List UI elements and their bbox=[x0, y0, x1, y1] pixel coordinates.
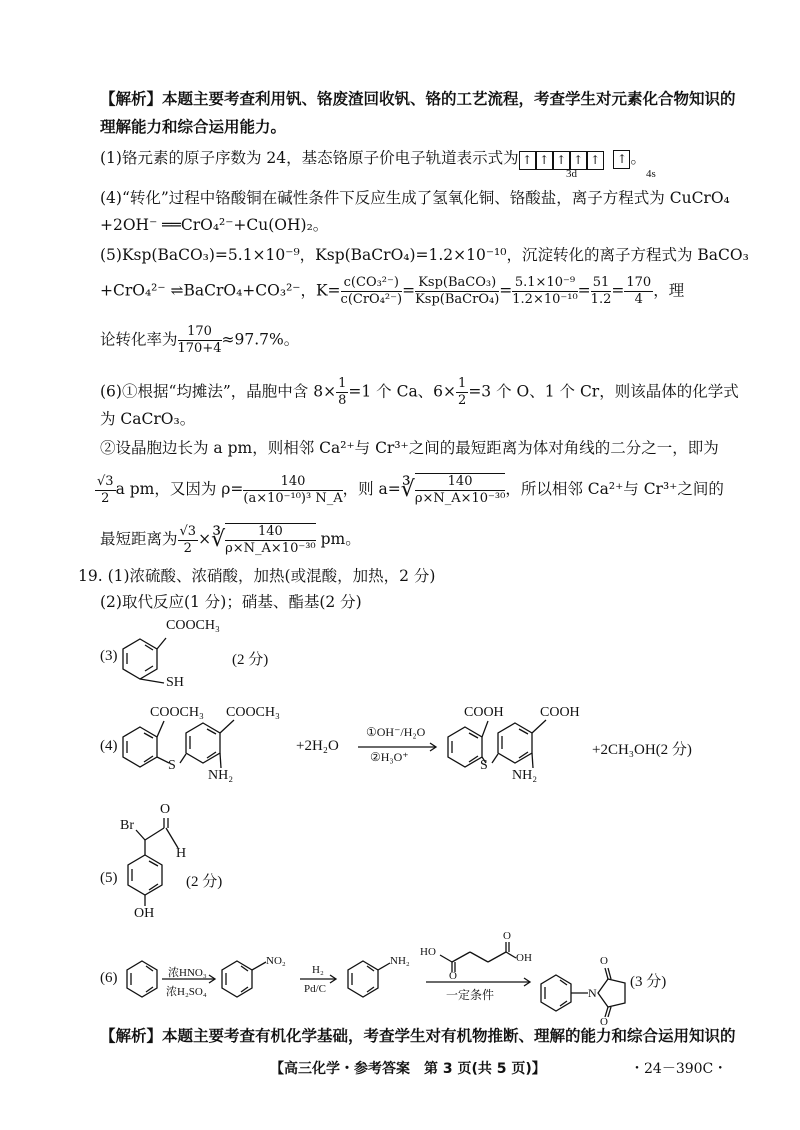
fraction-one-half: $\frac{1}{2}$ bbox=[458, 376, 467, 408]
analysis-2-line: 【解析】本题主要考查有机化学基础，考查学生对有机物推断、理解的能力和综合运用知识的 bbox=[100, 1027, 736, 1045]
label-4s: 4s bbox=[646, 168, 656, 180]
q6-line-1: (6)①根据“均摊法”，晶胞中含 8× $\frac{1}{8}$ =1 个 Ca、6× $\frac{1}{2}$ =3 个 O、1 个 Cr，则该晶体的化学式 bbox=[100, 376, 739, 408]
q5-line-2: +CrO₄²⁻ ⇌BaCrO₄+CO₃²⁻，K= $\frac{\text{c(CO₃²⁻)}}{\text{c(CrO₄²⁻)}}$ = $\frac{\text{Ksp(BaCO₃)}}{\text{Ksp(BaCrO₄)}}$ = $\frac{\text{5.1×10⁻⁹}}{\text{1.2×10⁻¹⁰}}$ = $\frac{51}{1.2}$ = $\frac{170}{4}$ ，理 bbox=[100, 275, 685, 307]
p4-nh2-product: NH₂ bbox=[512, 768, 538, 783]
orbital-4s: ↑ bbox=[613, 150, 630, 169]
p6-no2: NO₂ bbox=[266, 955, 286, 967]
p4-plus-h2o: +2H₂O bbox=[296, 738, 339, 754]
orbital-3d: ↑ ↑ ↑ ↑ ↑ bbox=[519, 148, 604, 170]
cube-root-sign: ∛ bbox=[400, 477, 415, 502]
p5-h: H bbox=[176, 846, 187, 861]
p3-sh: SH bbox=[166, 675, 184, 690]
p4-cond-top: ①OH⁻/H₂O bbox=[366, 725, 426, 739]
footer-code: ・24－390C・ bbox=[630, 1061, 728, 1077]
p4-s: S bbox=[168, 758, 176, 773]
q1-line: (1)铬元素的原子序数为 24，基态铬原子价电子轨道表示式为 ↑ ↑ ↑ ↑ ↑ ↑ 。 bbox=[100, 147, 646, 170]
q19-part-1: 19. (1)浓硫酸、浓硝酸，加热(或混酸，加热，2 分) bbox=[78, 567, 436, 585]
analysis-2-tag: 【解析】 bbox=[100, 1027, 163, 1045]
fraction-k-result: $\frac{170}{4}$ bbox=[626, 275, 652, 307]
fraction-cube-root-arg-b: $\frac{140}{\text{ρ×N\_A×10⁻³⁰}}$ bbox=[225, 524, 316, 556]
fraction-density: $\frac{140}{\text{(a×10⁻¹⁰)³ N\_A}}$ bbox=[243, 473, 343, 506]
q4-line-2: +2OH⁻ ══CrO₄²⁻+Cu(OH)₂。 bbox=[100, 216, 329, 234]
p6-r1-top: 浓HNO₃ bbox=[168, 967, 207, 979]
q4-line-1: (4)“转化”过程中铬酸铜在碱性条件下反应生成了氢氧化铜、铬酸盐，离子方程式为 CuCrO₄ bbox=[100, 189, 730, 207]
analysis-tag: 【解析】 bbox=[100, 90, 163, 108]
q5-line-1: (5)Ksp(BaCO₃)=5.1×10⁻⁹，Ksp(BaCrO₄)=1.2×10⁻¹⁰，沉淀转化的离子方程式为 BaCO₃ bbox=[100, 246, 749, 264]
fraction-k-conc: $\frac{\text{c(CO₃²⁻)}}{\text{c(CrO₄²⁻)}}$ bbox=[340, 275, 403, 307]
p3-benzene-ring bbox=[123, 639, 157, 679]
fraction-k-values: $\frac{\text{5.1×10⁻⁹}}{\text{1.2×10⁻¹⁰}}$ bbox=[512, 275, 578, 307]
q19-p3-label: (3) bbox=[100, 648, 118, 664]
p6-aniline bbox=[348, 961, 378, 997]
p4-cooh-right: COOH bbox=[540, 705, 580, 720]
p6-r2-bot: Pd/C bbox=[304, 983, 327, 995]
label-3d: 3d bbox=[566, 168, 577, 180]
footer-page-info: 【高三化学・参考答案 第 3 页(共 5 页)】 bbox=[270, 1061, 546, 1077]
p4-coome-left: COOCH₃ bbox=[150, 705, 204, 720]
fraction-cube-root-arg: $\frac{140}{\text{ρ×N\_A×10⁻³⁰}}$ bbox=[414, 474, 506, 506]
p6-r2-top: H₂ bbox=[312, 964, 324, 976]
p6-benzene bbox=[127, 961, 157, 997]
p6-r1-bot: 浓H₂SO₄ bbox=[166, 986, 207, 998]
p6-nitrobenzene bbox=[222, 961, 252, 997]
q19-part-2: (2)取代反应(1 分)；硝基、酯基(2 分) bbox=[100, 593, 362, 611]
q19-p6-label: (6) bbox=[100, 970, 118, 986]
p4-s-product: S bbox=[480, 758, 488, 773]
p6-n: N bbox=[588, 986, 597, 1000]
p6-succinimide-ring bbox=[598, 979, 625, 1007]
p4-cond-bot: ②H₃O⁺ bbox=[370, 750, 409, 764]
fraction-k-simplified: $\frac{51}{1.2}$ bbox=[590, 275, 612, 307]
analysis-heading-line: 【解析】本题主要考查利用钒、铬废渣回收钒、铬的工艺流程，考查学生对元素化合物知识的 bbox=[100, 90, 736, 108]
p4-product-ring-right bbox=[498, 723, 532, 763]
fraction-sqrt3-over-2-b: $\frac{√3}{2}$ bbox=[179, 523, 197, 556]
p3-coome: COOCH₃ bbox=[166, 618, 220, 633]
p6-nh2: NH₂ bbox=[390, 955, 410, 967]
p5-oh: OH bbox=[134, 906, 155, 921]
p4-reactant-ring-right bbox=[186, 723, 220, 763]
fraction-k-ksp: $\frac{\text{Ksp(BaCO₃)}}{\text{Ksp(BaCrO₄)}}$ bbox=[415, 275, 500, 307]
q6-line-3: ②设晶胞边长为 a pm，则相邻 Ca²⁺与 Cr³⁺之间的最短距离为体对角线的二分之一，即为 bbox=[100, 439, 719, 457]
p4-reactant-ring-left bbox=[123, 727, 157, 767]
p4-product-tail: +2CH₃OH(2 分) bbox=[592, 742, 692, 758]
p5-benzene-ring bbox=[128, 855, 162, 895]
fraction-sqrt3-over-2: $\frac{√3}{2}$ bbox=[97, 473, 114, 506]
p6-o-bottom: O bbox=[600, 1016, 608, 1028]
q19-p4-label: (4) bbox=[100, 738, 118, 754]
p4-nh2: NH₂ bbox=[208, 768, 234, 783]
p6-r3-bot: 一定条件 bbox=[446, 988, 495, 1002]
p4-coome-right: COOCH₃ bbox=[226, 705, 280, 720]
p6-o-top: O bbox=[600, 955, 608, 967]
q19-p5-label: (5) bbox=[100, 870, 118, 886]
p6-o-left: O bbox=[449, 970, 457, 982]
analysis-heading-line-2: 理解能力和综合运用能力。 bbox=[100, 118, 287, 136]
fraction-one-eighth: $\frac{1}{8}$ bbox=[338, 376, 347, 408]
p6-o-right: O bbox=[503, 930, 511, 942]
p4-cooh-left: COOH bbox=[464, 705, 504, 720]
p4-product-ring-left bbox=[448, 727, 482, 767]
fraction-conversion: $\frac{170}{170+4}$ bbox=[177, 324, 222, 356]
p6-product-benzene bbox=[541, 975, 571, 1011]
q6-line-5: 最短距离为 $\frac{√3}{2}$ ×∛ $\frac{140}{\text{ρ×N\_A×10⁻³⁰}}$ pm。 bbox=[100, 523, 361, 556]
p5-score: (2 分) bbox=[186, 874, 223, 890]
p6-score: (3 分) bbox=[630, 974, 667, 990]
cube-root-sign-b: ∛ bbox=[211, 527, 226, 552]
q6-line-2: 为 CaCrO₃。 bbox=[100, 410, 196, 428]
p3-score: (2 分) bbox=[232, 652, 269, 668]
p6-ho: HO bbox=[420, 946, 436, 958]
p5-br: Br bbox=[120, 818, 134, 833]
q5-line-3: 论转化率为 $\frac{170}{170+4}$ ≈97.7%。 bbox=[100, 324, 300, 356]
p6-oh: OH bbox=[516, 952, 532, 964]
p5-o: O bbox=[160, 802, 171, 817]
q6-line-4: $\frac{√3}{2}$ a pm，又因为 ρ= $\frac{140}{\text{(a×10⁻¹⁰)³ N\_A}}$ ，则 a=∛ $\frac{140}{\text{ρ×N\_A×10⁻³⁰}}$ ，所以相邻 Ca²⁺与 Cr³⁺之间的 bbox=[97, 473, 724, 506]
